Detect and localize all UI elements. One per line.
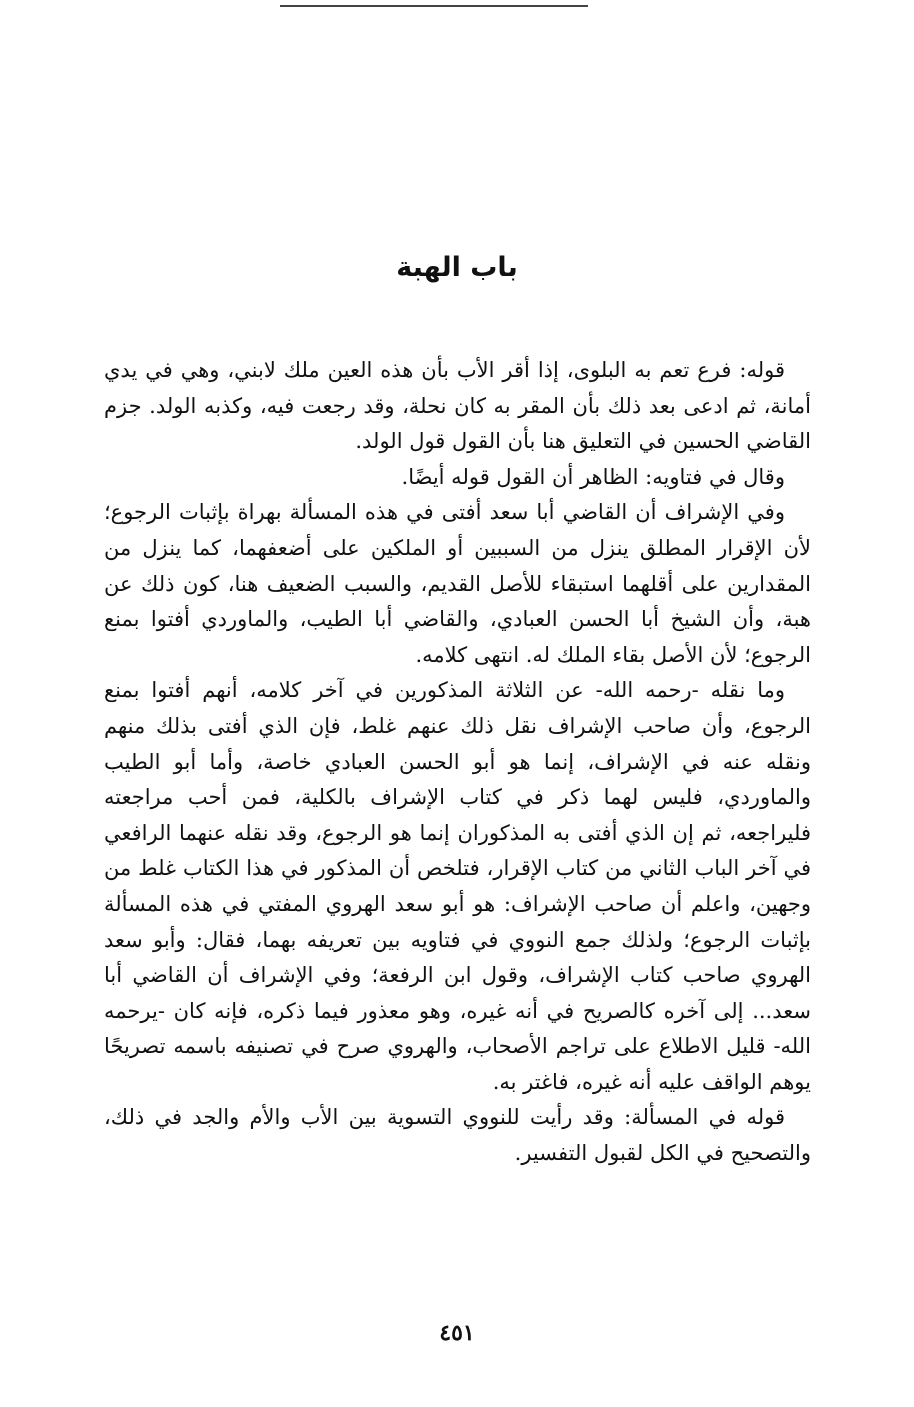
top-rule <box>280 5 588 7</box>
page-number: ٤٥١ <box>439 1320 475 1346</box>
paragraph-1: قوله: فرع تعم به البلوى، إذا أقر الأب بأن هذه العين ملك لابني، وهي في يدي أمانة، ثم ادعى بعد ذلك بأن المقر به كان نحلة، وقد رجعت فيه، وكذبه الولد. جزم القاضي الحسين في التعليق هنا بأن القول قول الولد. <box>104 358 811 454</box>
paragraph-5: قوله في المسألة: وقد رأيت للنووي التسوية بين الأب والأم والجد في ذلك، والتصحيح في الكل لقبول التفسير. <box>104 1105 811 1166</box>
body-text <box>104 353 811 1172</box>
paragraph-2: وقال في فتاويه: الظاهر أن القول قوله أيضًا. <box>401 464 785 489</box>
paragraph-4: وما نقله -رحمه الله- عن الثلاثة المذكورين في آخر كلامه، أنهم أفتوا بمنع الرجوع، وأن صاحب الإشراف نقل ذلك عنهم غلط، فإن الذي أفتى بذلك منهم ونقله عنه في الإشراف، إنما هو أبو الحسن العبادي خاصة، وأما أبو الطيب والماوردي، فليس لهما ذكر في كتاب الإشراف بالكلية، فمن أحب مراجعته فليراجعه، ثم إن الذي أفتى به المذكوران إنما هو الرجوع، وقد نقله عنهما الرافعي في آخر الباب الثاني من كتاب الإقرار، فتلخص أن المذكور في هذا الكتاب غلط من وجهين، واعلم أن صاحب الإشراف: هو أبو سعد الهروي المفتي في هذه المسألة بإثبات الرجوع؛ ولذلك جمع النووي في فتاويه بين تعريفه بهما، فقال: وأبو سعد الهروي صاحب كتاب الإشراف، وقول ابن الرفعة؛ وفي الإشراف أن القاضي أبا سعد... إلى آخره كالصريح في أنه غيره، وهو معذور فيما ذكره، فإنه كان -يرحمه الله- قليل الاطلاع على تراجم الأصحاب، والهروي صرح في تصنيفه باسمه تصريحًا يوهم الواقف عليه أنه غيره، فاغتر به. <box>104 678 811 1094</box>
paragraph-3: وفي الإشراف أن القاضي أبا سعد أفتى في هذه المسألة بهراة بإثبات الرجوع؛ لأن الإقرار المطلق ينزل من السببين أو الملكين على أضعفهما، كما ينزل من المقدارين على أقلهما استبقاء للأصل القديم، والسبب الضعيف هنا، كون ذلك عن هبة، وأن الشيخ أبا الحسن العبادي، والقاضي أبا الطيب، والماوردي أفتوا بمنع الرجوع؛ لأن الأصل بقاء الملك له. انتهى كلامه. <box>104 500 811 667</box>
chapter-title: باب الهبة <box>396 252 518 283</box>
